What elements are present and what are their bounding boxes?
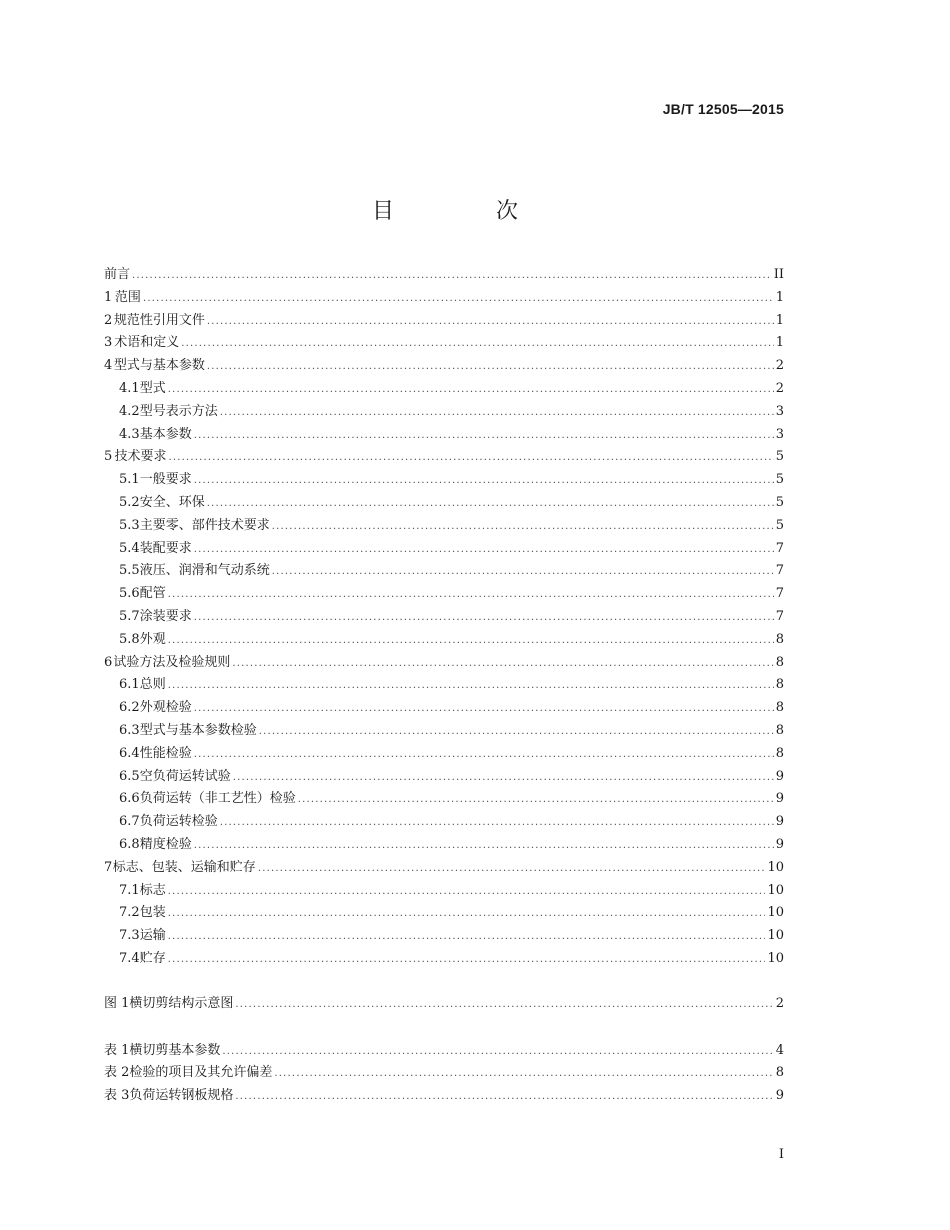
dot-leader	[207, 311, 774, 334]
toc-entry-page: 5	[775, 494, 784, 510]
toc-entry-page: 8	[775, 677, 784, 693]
toc-entry-number: 4	[104, 358, 113, 374]
toc-entry-number: 6.8	[119, 836, 140, 852]
toc-entry-number: 6	[104, 654, 113, 670]
dot-leader	[298, 789, 774, 812]
toc-entry-number: 2	[104, 312, 113, 328]
toc-entry-title: 检验的项目及其允许偏差	[129, 1065, 273, 1081]
toc-entry-number: 表 2	[104, 1065, 130, 1081]
toc-entry[interactable]	[104, 424, 784, 447]
toc-entry-number: 6.5	[119, 768, 140, 784]
toc-entry-number: 7.2	[119, 905, 140, 921]
toc-entry-number: 7	[104, 859, 113, 875]
dot-leader	[143, 288, 774, 311]
toc-entry-number: 表 1	[104, 1042, 130, 1058]
toc-entry-title: 贮存	[139, 950, 166, 966]
dot-leader	[168, 949, 766, 972]
toc-entry-number: 5.3	[119, 517, 140, 533]
toc-entry-page: 2	[775, 380, 784, 396]
toc-entry-number: 4.3	[119, 426, 140, 442]
toc-entry-number: 5.4	[119, 540, 140, 556]
toc-entry-title: 空负荷运转试验	[139, 768, 231, 784]
toc-entry[interactable]	[104, 834, 784, 857]
toc-entry-number: 图 1	[104, 995, 130, 1011]
toc-entry-page: 5	[775, 517, 784, 533]
toc-entry[interactable]	[104, 880, 784, 903]
toc-entry[interactable]	[104, 264, 784, 287]
dot-leader	[168, 881, 766, 904]
toc-entry-number: 6.4	[119, 745, 140, 761]
toc-entry-title: 技术要求	[114, 449, 167, 465]
toc-entry-page: 10	[767, 859, 784, 875]
toc-entry-title: 安全、环保	[139, 494, 205, 510]
dot-leader	[168, 903, 766, 926]
toc-entry-title: 精度检验	[139, 836, 192, 852]
toc-entry-title: 型号表示方法	[139, 403, 218, 419]
toc-entry-title: 横切剪基本参数	[129, 1042, 221, 1058]
toc-entry[interactable]	[104, 538, 784, 561]
dot-leader	[194, 470, 774, 493]
toc-entry[interactable]	[104, 310, 784, 333]
toc-entry-page: 3	[775, 403, 784, 419]
toc-entry-title: 涂装要求	[139, 608, 192, 624]
toc-entry-page: 8	[775, 745, 784, 761]
dot-leader	[220, 812, 774, 835]
toc-table-entries	[104, 1040, 784, 1108]
toc-entry[interactable]	[104, 993, 784, 1016]
dot-leader	[258, 858, 766, 881]
toc-entry-number: 5.7	[119, 608, 140, 624]
toc-entry-number: 6.6	[119, 791, 140, 807]
dot-leader	[220, 402, 774, 425]
toc-entry-page: 1	[775, 335, 784, 351]
toc-entry-number: 5.8	[119, 631, 140, 647]
toc-entry-page: 9	[775, 836, 784, 852]
toc-entry-title: 横切剪结构示意图	[129, 995, 234, 1011]
dot-leader	[232, 653, 773, 676]
toc-entry-number: 5.6	[119, 586, 140, 602]
toc-entry-number: 5.5	[119, 563, 140, 579]
dot-leader	[168, 630, 774, 653]
table-of-contents	[104, 264, 784, 1108]
toc-entry[interactable]	[104, 1085, 784, 1108]
toc-entry[interactable]	[104, 1062, 784, 1085]
toc-entry-title: 型式与基本参数	[113, 358, 205, 374]
dot-leader	[207, 356, 774, 379]
toc-entry-page: 8	[775, 722, 784, 738]
dot-leader	[181, 333, 773, 356]
toc-entry-title: 负荷运转检验	[139, 814, 218, 830]
toc-entry-title: 标志、包装、运输和贮存	[112, 859, 256, 875]
toc-entry-title: 配管	[139, 586, 166, 602]
toc-entry-number: 5.1	[119, 472, 140, 488]
toc-entry[interactable]	[104, 743, 784, 766]
toc-entry-title: 主要零、部件技术要求	[139, 517, 270, 533]
toc-entry-title: 负荷运转（非工艺性）检验	[139, 791, 296, 807]
toc-entry-number: 7.1	[119, 882, 140, 898]
toc-entry-title: 液压、润滑和气动系统	[139, 563, 270, 579]
dot-leader	[132, 265, 772, 288]
dot-leader	[169, 447, 774, 470]
toc-entry-number: 6.3	[119, 722, 140, 738]
page-title: 目 次	[371, 199, 558, 224]
toc-entry-page: 7	[775, 586, 784, 602]
toc-entry[interactable]	[104, 515, 784, 538]
toc-entry-page: 9	[775, 814, 784, 830]
toc-entry[interactable]	[104, 652, 784, 675]
toc-entry[interactable]	[104, 674, 784, 697]
toc-entry[interactable]	[104, 857, 784, 880]
toc-entry-number: 4.2	[119, 403, 140, 419]
toc-entry[interactable]	[104, 697, 784, 720]
dot-leader	[259, 721, 774, 744]
toc-entry[interactable]	[104, 287, 784, 310]
dot-leader	[272, 516, 774, 539]
standard-code: JB/T 12505—2015	[662, 101, 784, 117]
toc-entry[interactable]	[104, 378, 784, 401]
toc-entry-page: 1	[775, 289, 784, 305]
toc-entry-title: 负荷运转钢板规格	[129, 1088, 234, 1104]
toc-entry[interactable]	[104, 469, 784, 492]
dot-leader	[272, 561, 774, 584]
toc-entry-title: 装配要求	[139, 540, 192, 556]
toc-entry[interactable]	[104, 925, 784, 948]
toc-entry[interactable]	[104, 720, 784, 743]
toc-entry-title: 性能检验	[139, 745, 192, 761]
toc-figure-entries	[104, 993, 784, 1016]
dot-leader	[235, 994, 773, 1017]
toc-entry-title: 术语和定义	[114, 335, 180, 351]
toc-entry-page: 9	[775, 791, 784, 807]
toc-entry-page: 7	[775, 608, 784, 624]
toc-entry[interactable]	[104, 948, 784, 971]
toc-entry-page: 10	[767, 928, 784, 944]
dot-leader	[194, 835, 774, 858]
dot-leader	[194, 539, 774, 562]
toc-entry[interactable]	[104, 766, 784, 789]
toc-entry-page: 8	[775, 654, 784, 670]
toc-entry[interactable]	[104, 811, 784, 834]
toc-entry-number: 5	[104, 449, 113, 465]
toc-entry[interactable]	[104, 355, 784, 378]
toc-entry-number: 5.2	[119, 494, 140, 510]
dot-leader	[274, 1063, 773, 1086]
toc-entry[interactable]	[104, 401, 784, 424]
toc-entry-page: 5	[775, 472, 784, 488]
dot-leader	[168, 379, 774, 402]
toc-entry-title: 型式与基本参数检验	[139, 722, 257, 738]
toc-entry-page: 5	[775, 449, 784, 465]
toc-entry-number: 4.1	[119, 380, 140, 396]
toc-entry-number: 7.3	[119, 928, 140, 944]
toc-entry-title: 外观检验	[139, 700, 192, 716]
toc-entry-title: 前言	[104, 267, 131, 282]
toc-entry-page: 9	[775, 1088, 784, 1104]
toc-entry-title: 运输	[139, 928, 166, 944]
toc-entry-title: 规范性引用文件	[113, 312, 205, 328]
toc-entry-page: 10	[767, 882, 784, 898]
toc-entry-page: 8	[775, 700, 784, 716]
toc-entry-number: 表 3	[104, 1088, 130, 1104]
dot-leader	[168, 675, 774, 698]
dot-leader	[235, 1086, 773, 1109]
toc-entry[interactable]	[104, 332, 784, 355]
toc-entry-title: 总则	[139, 677, 166, 693]
dot-leader	[222, 1041, 773, 1064]
toc-entry-number: 6.2	[119, 700, 140, 716]
toc-entry-title: 包装	[139, 905, 166, 921]
toc-entry[interactable]	[104, 560, 784, 583]
toc-entry-title: 标志	[139, 882, 166, 898]
toc-entry-page: 2	[775, 358, 784, 374]
toc-entry[interactable]	[104, 606, 784, 629]
dot-leader	[194, 607, 774, 630]
toc-entry-number: 6.1	[119, 677, 140, 693]
toc-entry-page: 3	[775, 426, 784, 442]
toc-entry-page: 10	[767, 950, 784, 966]
toc-entry[interactable]	[104, 788, 784, 811]
page-number: I	[778, 1147, 784, 1162]
toc-entry-page: 7	[775, 540, 784, 556]
toc-entry[interactable]	[104, 492, 784, 515]
toc-entry-page: 8	[775, 1065, 784, 1081]
toc-entry-number: 3	[104, 335, 113, 351]
toc-entry-page: 10	[767, 905, 784, 921]
toc-entry-title: 外观	[139, 631, 166, 647]
toc-entry[interactable]	[104, 446, 784, 469]
toc-entry-page: 8	[775, 631, 784, 647]
toc-entry[interactable]	[104, 1040, 784, 1063]
toc-entry-title: 基本参数	[139, 426, 192, 442]
toc-entry-page: 7	[775, 563, 784, 579]
toc-entry-title: 试验方法及检验规则	[113, 654, 231, 670]
toc-entry[interactable]	[104, 629, 784, 652]
dot-leader	[207, 493, 774, 516]
toc-entry-title: 型式	[139, 380, 166, 396]
dot-leader	[168, 584, 774, 607]
dot-leader	[233, 767, 774, 790]
toc-entry-page: II	[773, 267, 784, 282]
dot-leader	[168, 926, 766, 949]
toc-entry-number: 1	[104, 289, 113, 305]
toc-entry[interactable]	[104, 583, 784, 606]
toc-entry-page: 2	[775, 995, 784, 1011]
toc-entry-title: 一般要求	[139, 472, 192, 488]
toc-entry-number: 7.4	[119, 950, 140, 966]
dot-leader	[194, 744, 774, 767]
toc-entry[interactable]	[104, 902, 784, 925]
toc-entry-number: 6.7	[119, 814, 140, 830]
dot-leader	[194, 698, 774, 721]
toc-entry-page: 4	[775, 1042, 784, 1058]
toc-entry-page: 9	[775, 768, 784, 784]
toc-entry-title: 范围	[114, 289, 141, 305]
dot-leader	[194, 425, 774, 448]
toc-entry-page: 1	[775, 312, 784, 328]
toc-main-entries	[104, 264, 784, 971]
